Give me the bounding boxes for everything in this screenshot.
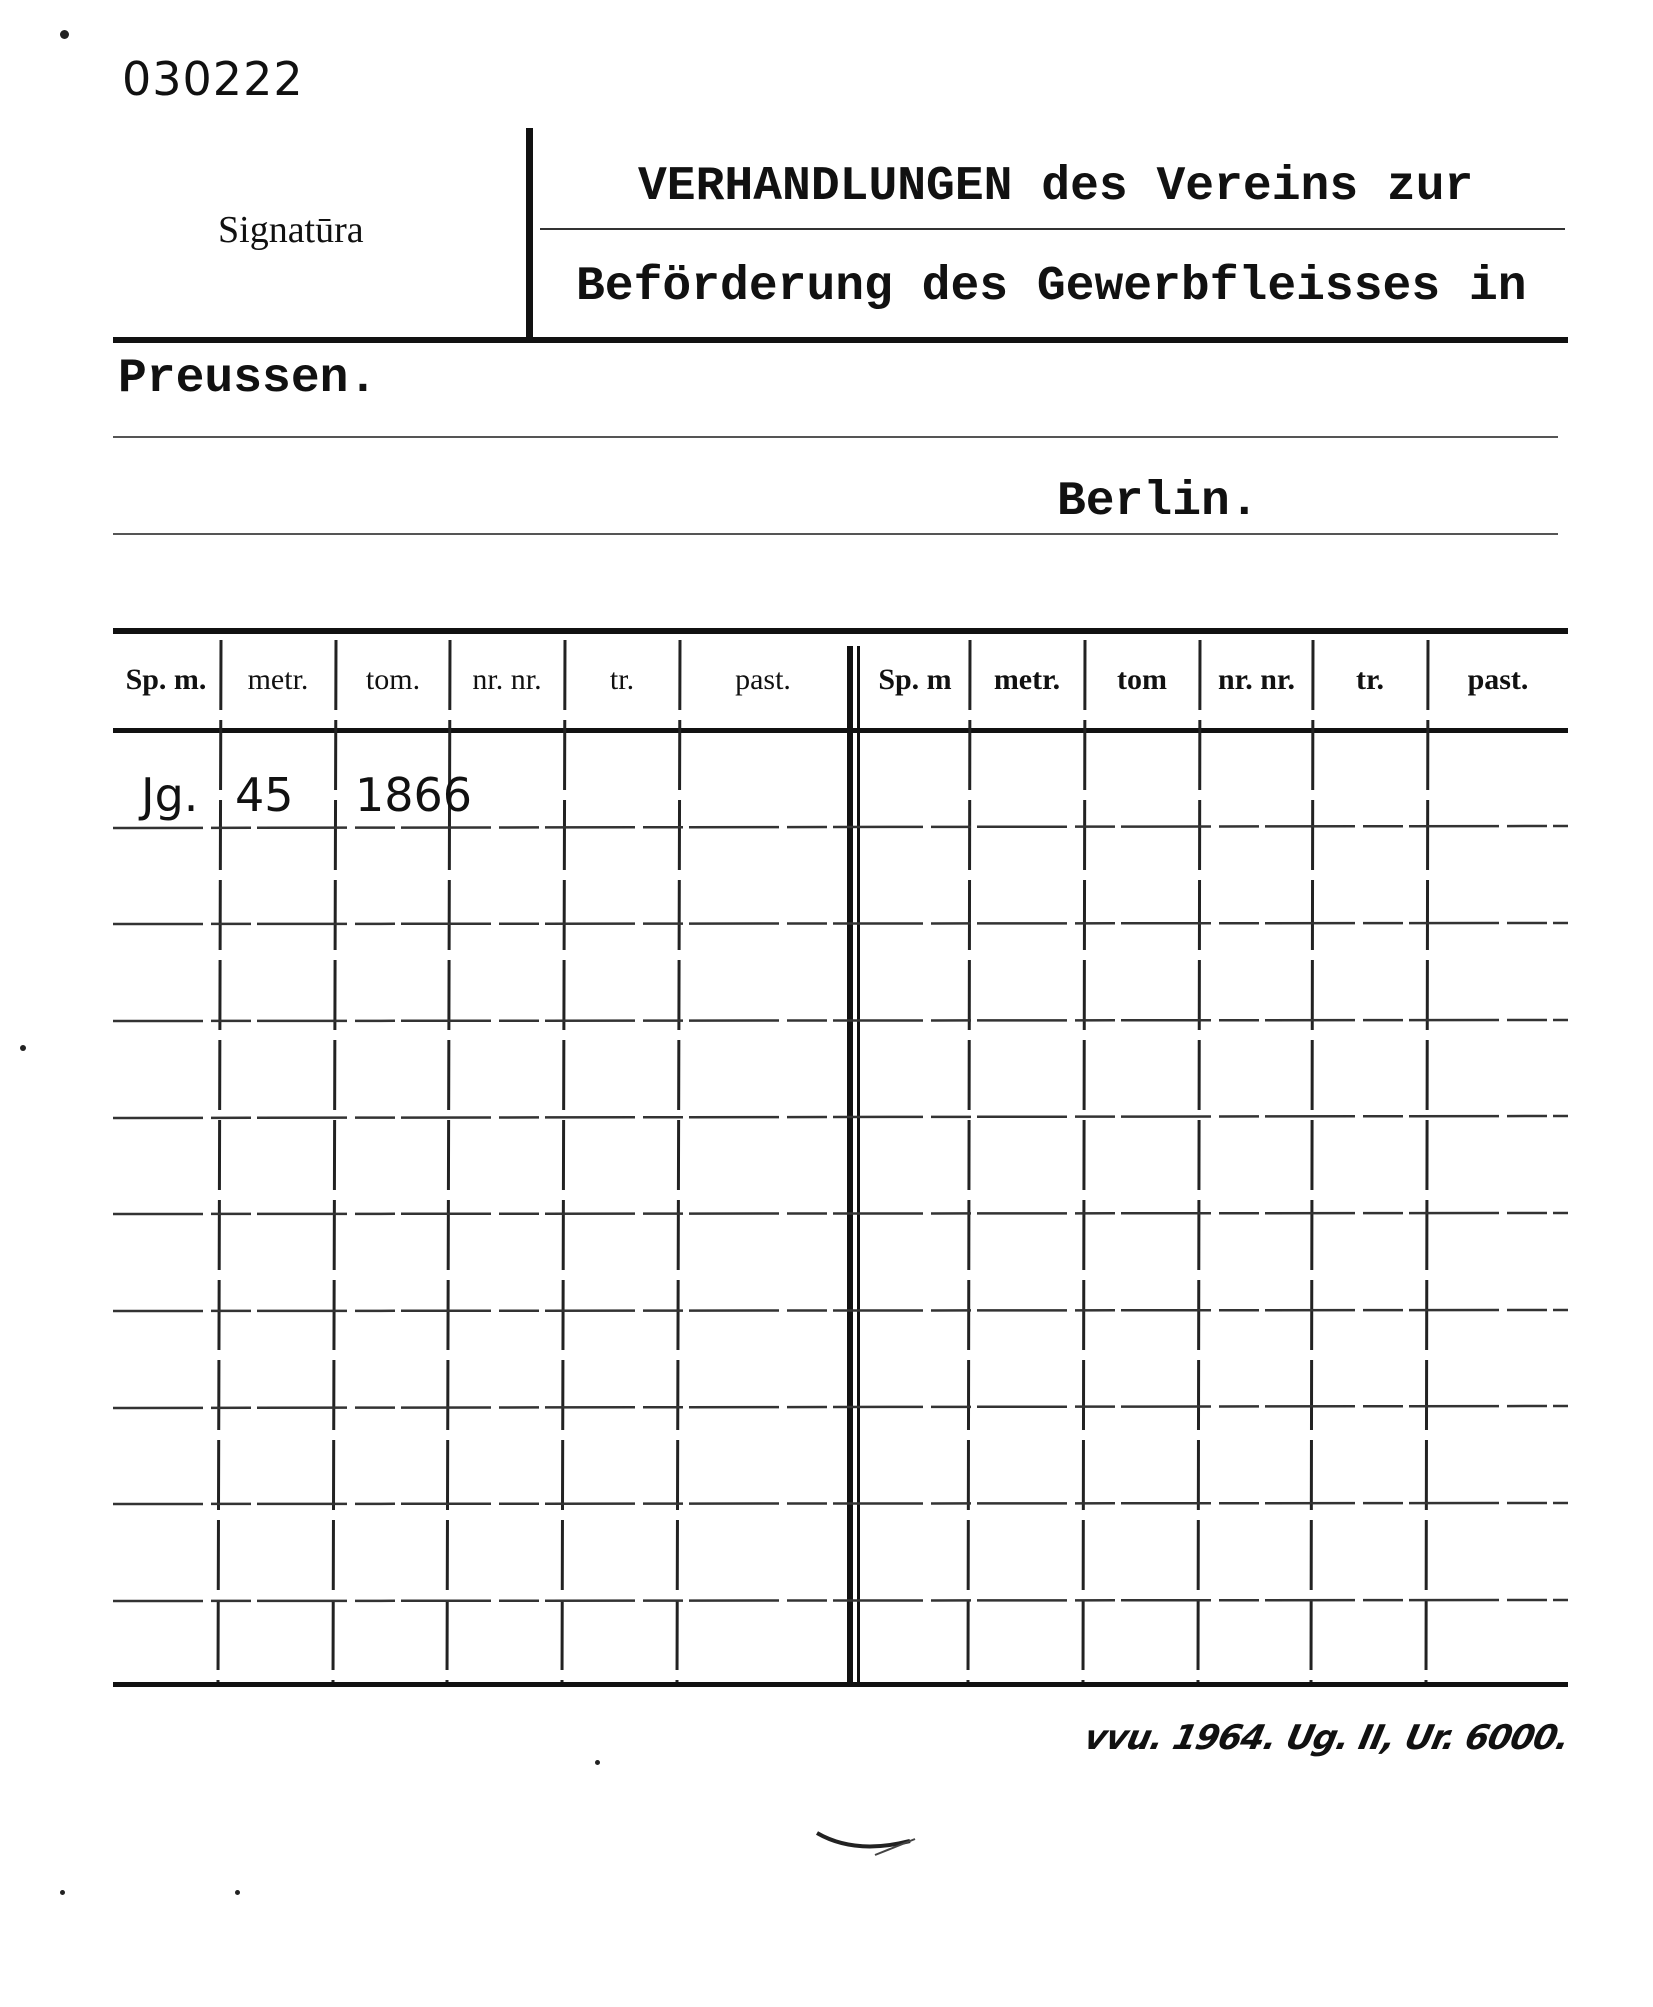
handwritten-note: vvu. 1964. Ug. II, Ur. 6000. [1080, 1718, 1573, 1758]
ruled-line [113, 533, 1558, 535]
title-line-3: Preussen. [118, 352, 378, 406]
header-tr-right: tr. [1355, 663, 1385, 696]
header-tom-right: tom [1117, 663, 1167, 696]
header-tr-left: tr. [609, 663, 635, 696]
header-nr-left: nr. nr. [472, 663, 542, 696]
header-past-left: past. [735, 663, 791, 696]
table-bottom-rule [113, 1682, 1568, 1687]
table-top-rule [113, 628, 1568, 634]
pen-stroke-mark [815, 1825, 925, 1875]
header-nr-right: nr. nr. [1218, 663, 1295, 696]
entry-volume: 45 [235, 768, 294, 822]
table-grid [113, 628, 1568, 1690]
table-center-divider [847, 646, 853, 1684]
signature-label: Signatūra [218, 209, 364, 251]
catalog-number: 030222 [122, 52, 304, 106]
scan-speck [20, 1045, 26, 1051]
title-rule [540, 228, 1565, 230]
signature-divider [526, 128, 533, 342]
holdings-table [113, 628, 1568, 1690]
entry-year: 1866 [355, 768, 473, 822]
header-metr-left: metr. [247, 663, 309, 696]
scan-speck [60, 30, 69, 39]
scan-speck [60, 1890, 65, 1895]
table-header-rule [113, 728, 1568, 733]
header-sp-m-left: Sp. m. [125, 663, 207, 696]
entry-series: Jg. [141, 768, 199, 822]
ruled-line [113, 436, 1558, 438]
publication-place: Berlin. [1057, 475, 1259, 529]
title-line-2: Beförderung des Gewerbfleisses in [576, 260, 1527, 314]
scan-speck [595, 1760, 600, 1765]
header-sp-m-right: Sp. m [878, 663, 952, 696]
title-line-1: VERHANDLUNGEN des Vereins zur [638, 160, 1474, 214]
header-tom-left: tom. [365, 663, 421, 696]
header-metr-right: metr. [993, 663, 1061, 696]
header-past-right: past. [1467, 663, 1529, 696]
header-rule [113, 337, 1568, 343]
scan-speck [235, 1890, 240, 1895]
